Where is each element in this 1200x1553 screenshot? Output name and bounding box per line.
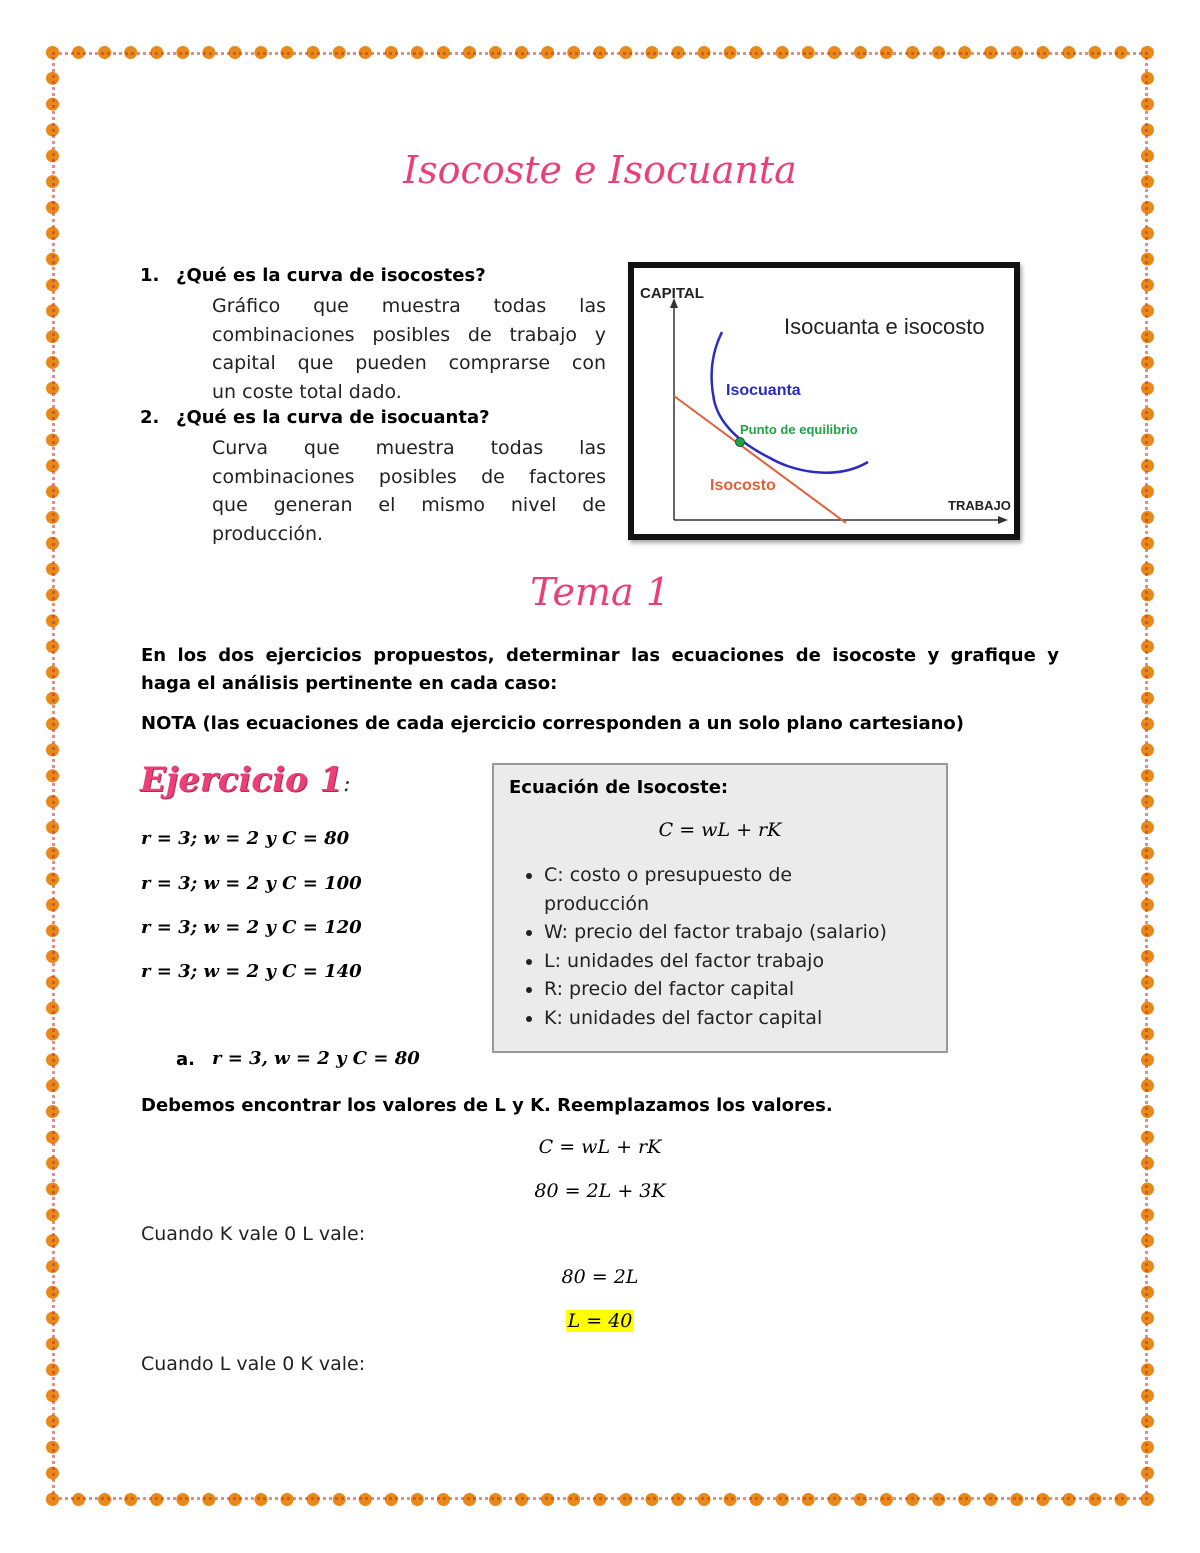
isocost-label: Isocosto bbox=[710, 477, 776, 494]
answer-2 bbox=[212, 434, 606, 548]
x-axis-arrow bbox=[998, 516, 1008, 524]
y-axis-label: CAPITAL bbox=[640, 285, 704, 302]
box-list bbox=[494, 861, 946, 1032]
box-title: Ecuación de Isocoste: bbox=[509, 777, 729, 798]
when-l-zero-text: Cuando L vale 0 K vale: bbox=[141, 1353, 366, 1375]
answer-1-line: capital que pueden comprarse con bbox=[212, 352, 606, 374]
answer-1-line: un coste total dado. bbox=[212, 380, 402, 403]
question-2-number: 2. bbox=[140, 407, 160, 428]
sub-case-text: r = 3, w = 2 y C = 80 bbox=[212, 1048, 420, 1069]
exercise-case: r = 3; w = 2 y C = 100 bbox=[141, 873, 362, 894]
box-list-item: • C: costo o presupuesto de producción bbox=[544, 861, 844, 918]
isocost-equation-box bbox=[492, 763, 948, 1053]
isoquant-label: Isocuanta bbox=[726, 382, 801, 399]
page-title: Isocoste e Isocuanta bbox=[403, 148, 797, 192]
box-list-item: • W: precio del factor trabajo (salario) bbox=[544, 918, 946, 947]
isoquant-isocost-figure bbox=[628, 262, 1020, 540]
sub-case-label: a. bbox=[176, 1049, 195, 1070]
exercise-case: r = 3; w = 2 y C = 140 bbox=[141, 961, 362, 982]
solution-equation-1: C = wL + rK bbox=[538, 1136, 662, 1158]
x-axis-label: TRABAJO bbox=[948, 498, 1011, 513]
tema-title: Tema 1 bbox=[530, 570, 670, 614]
solution-equation-2: 80 = 2L + 3K bbox=[534, 1180, 666, 1202]
exercise-case: r = 3; w = 2 y C = 120 bbox=[141, 917, 362, 938]
equilibrium-point bbox=[736, 438, 745, 447]
tema-instructions bbox=[141, 642, 1059, 698]
instruction-line: haga el análisis pertinente en cada caso: bbox=[141, 673, 558, 694]
tema-note: NOTA (las ecuaciones de cada ejercicio corresponden a un solo plano cartesiano) bbox=[141, 713, 964, 734]
box-list-item: • R: precio del factor capital bbox=[544, 975, 946, 1004]
instruction-line: En los dos ejercicios propuestos, determinar las ecuaciones de isocoste y grafique y bbox=[141, 645, 1059, 666]
answer-1-line: combinaciones posibles de trabajo y bbox=[212, 323, 606, 346]
box-formula: C = wL + rK bbox=[658, 819, 782, 841]
answer-2-line: que generan el mismo nivel de bbox=[212, 494, 606, 516]
box-list-item: • K: unidades del factor capital bbox=[544, 1004, 946, 1033]
answer-1 bbox=[212, 292, 606, 406]
answer-1-line: Gráfico que muestra todas las bbox=[212, 295, 606, 317]
exercise-title bbox=[140, 760, 351, 800]
when-k-zero-text: Cuando K vale 0 L vale: bbox=[141, 1223, 366, 1245]
result-l-highlight: L = 40 bbox=[567, 1310, 633, 1332]
result-l bbox=[0, 1310, 1200, 1332]
question-1-number: 1. bbox=[140, 265, 160, 286]
solution-equation-3: 80 = 2L bbox=[561, 1266, 639, 1288]
box-list-item: • L: unidades del factor trabajo bbox=[544, 947, 946, 976]
equilibrium-label: Punto de equilibrio bbox=[740, 422, 858, 437]
exercise-title-colon: : bbox=[343, 772, 351, 797]
exercise-case: r = 3; w = 2 y C = 80 bbox=[141, 828, 350, 849]
figure-svg bbox=[634, 268, 1014, 534]
answer-2-line: Curva que muestra todas las bbox=[212, 437, 606, 459]
isocost-line bbox=[674, 396, 846, 523]
question-2-text: ¿Qué es la curva de isocuanta? bbox=[176, 407, 490, 428]
answer-2-line: combinaciones posibles de factores bbox=[212, 465, 606, 488]
question-1-text: ¿Qué es la curva de isocostes? bbox=[176, 265, 486, 286]
solution-intro: Debemos encontrar los valores de L y K. Reemplazamos los valores. bbox=[141, 1095, 833, 1116]
figure-title: Isocuanta e isocosto bbox=[784, 314, 985, 339]
answer-2-line: producción. bbox=[212, 522, 324, 545]
exercise-title-text: Ejercicio 1 bbox=[140, 760, 344, 800]
isoquant-curve bbox=[712, 332, 868, 473]
